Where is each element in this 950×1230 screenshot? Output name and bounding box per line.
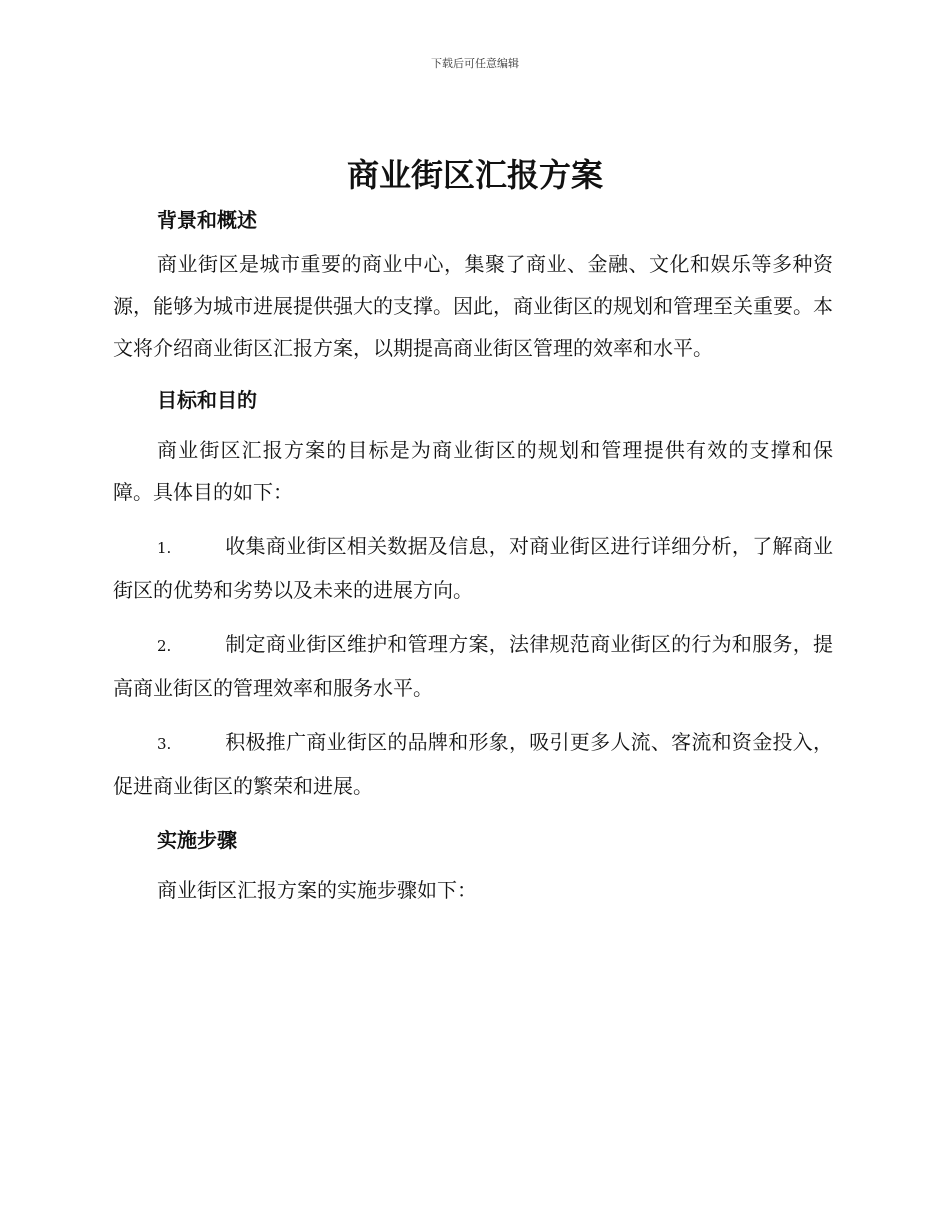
section-heading-steps: 实施步骤 bbox=[157, 828, 237, 852]
list-number: 3. bbox=[157, 735, 172, 753]
section-heading-goals: 目标和目的 bbox=[157, 388, 257, 412]
paragraph-steps: 商业街区汇报方案的实施步骤如下： bbox=[157, 878, 477, 902]
document-body bbox=[113, 205, 833, 911]
list-item bbox=[113, 721, 833, 807]
list-text: 积极推广商业街区的品牌和形象，吸引更多人流、客流和资金投入，促进商业街区的繁荣和进展。 bbox=[113, 730, 833, 798]
list-text: 收集商业街区相关数据及信息，对商业街区进行详细分析，了解商业街区的优势和劣势以及未来的进展方向。 bbox=[113, 534, 833, 602]
document-title: 商业街区汇报方案 bbox=[346, 156, 603, 194]
list-number: 1. bbox=[157, 539, 172, 557]
list-text: 制定商业街区维护和管理方案，法律规范商业街区的行为和服务，提高商业街区的管理效率和服务水平。 bbox=[113, 632, 833, 700]
list-item bbox=[113, 623, 833, 709]
section-heading-background: 背景和概述 bbox=[157, 208, 257, 232]
paragraph-background: 商业街区是城市重要的商业中心，集聚了商业、金融、文化和娱乐等多种资源，能够为城市进展提供强大的支撑。因此，商业街区的规划和管理至关重要。本文将介绍商业街区汇报方案，以期提高商业街区管理的效率和水平。 bbox=[113, 252, 833, 360]
paragraph-goals: 商业街区汇报方案的目标是为商业街区的规划和管理提供有效的支撑和保障。具体目的如下： bbox=[113, 438, 833, 504]
header-note: 下载后可任意编辑 bbox=[431, 57, 519, 70]
list-item bbox=[113, 525, 833, 611]
list-number: 2. bbox=[157, 637, 172, 655]
